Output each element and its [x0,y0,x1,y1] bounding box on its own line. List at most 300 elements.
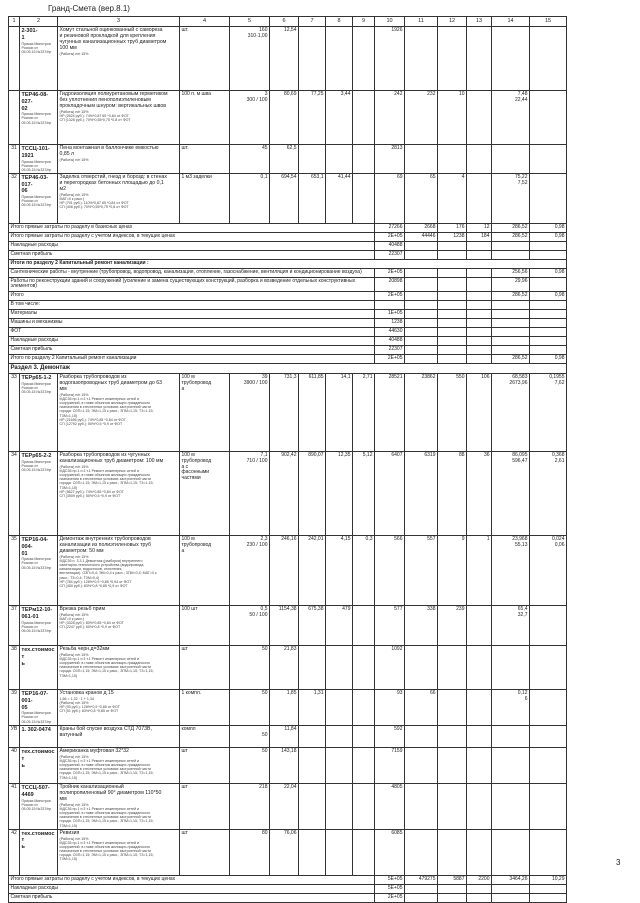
summary-value-c13 [467,355,492,364]
item-value-c12 [438,726,467,748]
item-value-c9 [353,606,375,646]
item-value-c11: 557 [405,536,438,606]
item-value-c7: 653,1 [299,173,326,223]
item-name-cell [58,536,180,606]
column-number: 10 [375,17,405,27]
item-name-notes: (Работы) н/п 15% МДС35 пр.1 п.3 т.1 Ремонт инженерных сетей и сооружений, в главе объектов жилищно-гражданского назначения в стесненных условиях застроенной части города. ОЗП=1,15; ЭМ=1,15 к расх.; ЗПМ=1,15; ТЗ=1,15; ТЗМ=1,15) [59,836,154,862]
summary-label: Машины и механизмы [9,319,375,328]
summary-row [9,241,567,250]
item-value-c12 [438,646,467,690]
item-value-c12 [438,748,467,784]
summary-value-c12: 176 [438,223,467,232]
summary-value-c12: 1238 [438,232,467,241]
item-number: 42 [9,829,20,875]
summary-value-c10: 5E+05 [375,884,405,893]
item-code-cell [20,646,58,690]
summary-value-c12 [438,893,467,902]
item-name-cell [58,27,180,91]
summary-label: Работы по реконструкции зданий и сооружений (усиление и замена существующих конструкций, разборка и возведение отдельных конструктивных элементов) [9,277,375,292]
item-value-c11 [405,726,438,748]
item-name-notes: (Работы) н/п 15% [59,51,89,56]
item-code-cell [20,91,58,145]
item-value-c9: 5,12 [353,452,375,536]
item-code: ТЕРр65-1-2 [21,375,52,382]
summary-value-c14 [492,337,530,346]
column-number-row [9,17,567,27]
item-value-c13 [467,829,492,875]
column-number: 2 [20,17,58,27]
summary-value-c10: 27266 [375,223,405,232]
item-name-cell [58,452,180,536]
item-value-c6: 1154,38 [270,606,299,646]
section2-total-title: Итоги по разделу 2 Капитальный ремонт канализации : [9,259,567,268]
item-quantity: 50 [230,748,270,784]
item-code: ТЕР16-04-004- 01 [21,537,49,557]
item-value-c8 [326,145,353,174]
item-value-c8 [326,829,353,875]
summary-value-c12 [438,310,467,319]
summary-value-c13 [467,337,492,346]
item-value-c10: 1092 [375,646,405,690]
column-number: 4 [180,17,230,27]
item-value-c14: 75,22 7,52 [492,173,530,223]
item-value-c13 [467,690,492,726]
item-value-c14: 68,583 2673,96 [492,374,530,452]
item-code-basis: Приказ Минстроя России от 05.05.15 №337/пр [21,557,52,570]
item-value-c8 [326,646,353,690]
item-quantity: 39 3900 / 100 [230,374,270,452]
item-value-c6: 246,16 [270,536,299,606]
summary-value-c14: 286,52 [492,355,530,364]
summary-value-c13 [467,241,492,250]
item-name-cell [58,748,180,784]
item-code-cell [20,829,58,875]
column-number: 7 [299,17,326,27]
item-value-c13 [467,27,492,91]
item-value-c14: 23,968 55,13 [492,536,530,606]
item-value-c9 [353,27,375,91]
summary-value-c12 [438,355,467,364]
column-number: 13 [467,17,492,27]
item-unit: 100 п. м шва [180,91,230,145]
item-code: тех.стоимост ь [21,647,55,667]
summary-label: Накладные расходы [9,241,375,250]
item-value-c13 [467,606,492,646]
summary-value-c10: 22307 [375,250,405,259]
item-code: ТЕР46-08-027- 02 [21,92,49,112]
summary-value-c15 [530,346,567,355]
item-code-cell [20,145,58,174]
summary-row [9,346,567,355]
item-value-c13 [467,145,492,174]
summary-value-c10: 40488 [375,241,405,250]
item-value-c7 [299,829,326,875]
estimate-item-row [9,536,567,606]
column-number: 9 [353,17,375,27]
item-value-c14 [492,646,530,690]
item-value-c10: 69 [375,173,405,223]
item-value-c7: 77,25 [299,91,326,145]
item-number: 38 [9,646,20,690]
estimate-item-row [9,646,567,690]
summary-label: Итого по разделу 2 Капитальный ремонт канализации [9,355,375,364]
item-name-notes: (Работы) н/п 15% МДС35 пр.1 п.3 т.1 Ремонт инженерных сетей и сооружений, в главе объектов жилищно-гражданского назначения в стесненных условиях застроенной части города. ОЗП=1,15; ЭМ=1,15 к расх.; ЗПМ=1,15; ТЗ=1,15; ТЗМ=1,15) [59,652,154,678]
summary-value-c15: 0,98 [530,292,567,301]
item-name-cell [58,646,180,690]
summary-value-c14 [492,301,530,310]
summary-value-c11 [405,337,438,346]
summary-value-c12 [438,346,467,355]
item-unit: шт [180,748,230,784]
summary-label: Материалы [9,310,375,319]
summary-value-c12 [438,319,467,328]
item-quantity: 50 [230,726,270,748]
page-number: 3 [616,858,621,867]
item-quantity: 50 [230,646,270,690]
summary-value-c12 [438,277,467,292]
summary-value-c11 [405,319,438,328]
item-code-basis: Приказ Минстроя России от 05.05.15 №337/пр [21,112,52,125]
item-code: 2-301- 1 [21,28,38,41]
summary-label: Сметная прибыль [9,250,375,259]
column-number: 8 [326,17,353,27]
item-value-c6: 76,06 [270,829,299,875]
summary-value-c14: 3464,26 [492,875,530,884]
item-code: ТЕРр65-2-2 [21,453,52,460]
item-value-c9 [353,173,375,223]
item-value-c10: 6085 [375,829,405,875]
item-value-c6: 62,5 [270,145,299,174]
item-value-c11: 6319 [405,452,438,536]
item-code-cell [20,173,58,223]
item-value-c15: 0,368 2,61 [530,452,567,536]
item-value-c6: 11,84 [270,726,299,748]
item-value-c14 [492,748,530,784]
estimate-item-row [9,374,567,452]
item-value-c11 [405,145,438,174]
item-code-cell [20,784,58,830]
summary-row [9,337,567,346]
item-code: ТЕР46-03-017- 06 [21,174,49,195]
item-name-cell [58,173,180,223]
summary-value-c11 [405,241,438,250]
item-code-cell [20,536,58,606]
item-value-c8: 14,1 [326,374,353,452]
summary-value-c15: 10,29 [530,875,567,884]
summary-value-c12 [438,884,467,893]
item-value-c6: 902,42 [270,452,299,536]
summary-row [9,875,567,884]
item-quantity: 50 [230,690,270,726]
item-value-c6: 80,69 [270,91,299,145]
item-value-c14 [492,145,530,174]
section2-total-row [9,259,567,268]
summary-row [9,355,567,364]
summary-label: Накладные расходы [9,884,375,893]
item-value-c8 [326,27,353,91]
item-value-c13 [467,91,492,145]
item-quantity: 2,3 230 / 100 [230,536,270,606]
summary-value-c12: 5887 [438,875,467,884]
item-value-c14 [492,784,530,830]
item-name: Пена монтажная в баллончике емкостью 0,85 л [59,145,159,157]
item-value-c6: 21,83 [270,646,299,690]
item-name-cell [58,829,180,875]
summary-value-c13: 2200 [467,875,492,884]
section3-title: Раздел 3. Демонтаж [9,364,567,374]
summary-value-c12 [438,328,467,337]
summary-row [9,223,567,232]
summary-value-c11: 44446 [405,232,438,241]
item-name: Краны бой спуске воздуха СТД 7073В, ватунный [59,726,152,738]
item-value-c14 [492,726,530,748]
item-value-c7 [299,145,326,174]
summary-value-c10: 2E+05 [375,292,405,301]
item-unit: 100 м трубопровод а [180,374,230,452]
item-name: Установка кранов д 15 [59,690,114,697]
summary-value-c12 [438,292,467,301]
summary-value-c11 [405,277,438,292]
column-number: 5 [230,17,270,27]
item-value-c6: 1,85 [270,690,299,726]
summary-row [9,232,567,241]
summary-value-c12 [438,268,467,277]
item-number [9,27,20,91]
summary-value-c13 [467,301,492,310]
summary-row [9,310,567,319]
item-code-basis: Приказ Минстроя России от 05.05.15 №337/пр [21,41,52,54]
item-code-cell [20,374,58,452]
item-value-c13 [467,646,492,690]
item-value-c9 [353,829,375,875]
item-value-c11 [405,27,438,91]
summary-value-c10 [375,301,405,310]
item-code-basis: Приказ Минстроя России от 05.05.15 №337/пр [21,711,52,724]
item-name-cell [58,606,180,646]
item-value-c10: 93 [375,690,405,726]
item-code-cell [20,27,58,91]
item-value-c9 [353,91,375,145]
column-number: 15 [530,17,567,27]
summary-value-c14 [492,310,530,319]
item-value-c8 [326,690,353,726]
summary-value-c14 [492,893,530,902]
estimate-item-row [9,748,567,784]
item-value-c8: 12,35 [326,452,353,536]
summary-value-c15: 0,98 [530,268,567,277]
item-value-c10: 6407 [375,452,405,536]
summary-value-c14: 29,96 [492,277,530,292]
summary-value-c15 [530,893,567,902]
column-number: 11 [405,17,438,27]
summary-row [9,893,567,902]
item-value-c12: 550 [438,374,467,452]
item-unit: 100 м трубопровод а с фасонными частями [180,452,230,536]
item-code-basis: Приказ Минстроя России от 05.05.15 №337/пр [21,798,52,811]
summary-value-c12 [438,301,467,310]
item-value-c6: 22,04 [270,784,299,830]
item-name-cell [58,726,180,748]
item-value-c10: 7159 [375,748,405,784]
item-value-c13: 36 [467,452,492,536]
item-value-c11: 232 [405,91,438,145]
item-code-cell [20,748,58,784]
item-code-cell [20,452,58,536]
summary-value-c13 [467,893,492,902]
summary-value-c13 [467,250,492,259]
item-value-c12 [438,27,467,91]
item-value-c12: 4 [438,173,467,223]
summary-value-c12 [438,241,467,250]
item-value-c14: 0,12 6 [492,690,530,726]
item-value-c15 [530,726,567,748]
item-unit: шт. [180,145,230,174]
item-value-c13: 1 [467,536,492,606]
summary-value-c15 [530,328,567,337]
item-unit: шт [180,784,230,830]
summary-value-c13: 184 [467,232,492,241]
item-value-c7 [299,726,326,748]
column-number: 3 [58,17,180,27]
item-value-c9 [353,690,375,726]
item-value-c6: 143,18 [270,748,299,784]
summary-value-c13 [467,884,492,893]
item-quantity: 80 [230,829,270,875]
item-value-c7: 611,85 [299,374,326,452]
item-value-c9 [353,646,375,690]
summary-value-c11 [405,355,438,364]
item-value-c10: 577 [375,606,405,646]
item-value-c7: 890,07 [299,452,326,536]
item-name-notes: (Работы) н/п 15% МДС35 п. 3.3.1 Демонтаж (разборка) внутреннего санитарно-технического устройства (водопровода, канализации, водостоков, отопления, вентиляции). ОЗП=0,4; ЭМ=0,4 к расх.; ЗПМ=0,4; МАТ=0 к расх.; ТЗ=0,4; ТЗМ=0,4) НР (784 руб.): 128%*0,9 *0,85 *0,94 от ФОТ СП (450 руб.): 83%*0,8 *0,85 *0,9 от ФОТ [59,554,157,588]
summary-label: Итого [9,292,375,301]
item-number: 41 [9,784,20,830]
item-quantity: 45 [230,145,270,174]
section3-row [9,364,567,374]
summary-value-c15: 0,98 [530,232,567,241]
item-value-c6: 12,54 [270,27,299,91]
item-unit: 1 компл. [180,690,230,726]
item-name: Врезка резьб прим [59,606,106,613]
item-value-c6: 694,54 [270,173,299,223]
item-value-c11: 66 [405,690,438,726]
item-name-notes: (Работы) н/п 15% НР (2624 руб.): 74%*0,87 65 *0,84 от ФОТ СП (1326 руб.): 70%*0,55*0,75 *0,8 от ФОТ [59,109,131,123]
item-name: Разборка трубопроводов из чугунных канализационных труб диаметром: 100 мм [59,452,164,464]
item-value-c15: 0,024 0,06 [530,536,567,606]
summary-label: Накладные расходы [9,337,375,346]
item-value-c7 [299,646,326,690]
item-number: 39 [9,690,20,726]
item-quantity: 0,5 50 / 100 [230,606,270,646]
summary-value-c14: 286,52 [492,223,530,232]
item-unit: 100 шт [180,606,230,646]
item-value-c7 [299,27,326,91]
item-value-c15 [530,646,567,690]
item-value-c10: 28521 [375,374,405,452]
item-value-c12: 10 [438,91,467,145]
item-value-c7: 675,38 [299,606,326,646]
item-code: ТЕРм12-10- 061-01 [21,607,53,620]
item-value-c15 [530,27,567,91]
item-value-c14: 7,48 22,44 [492,91,530,145]
item-number: 40 [9,748,20,784]
summary-value-c10: 1238 [375,319,405,328]
item-value-c11 [405,829,438,875]
summary-value-c11 [405,884,438,893]
summary-row [9,292,567,301]
item-value-c14 [492,829,530,875]
summary-label: Сантехнические работы - внутренние (трубопровод, водопровод, канализация, отопление, газоснабжение, вентиляция и кондиционирование воздуха) [9,268,375,277]
item-code: ТССЦ-507- 4469 [21,785,50,798]
item-code-cell [20,726,58,748]
column-number: 12 [438,17,467,27]
summary-row [9,301,567,310]
summary-value-c15 [530,250,567,259]
item-value-c15 [530,690,567,726]
item-value-c8 [326,748,353,784]
item-code: ТЕР16-07-001- 05 [21,691,49,711]
item-value-c12 [438,690,467,726]
item-value-c9 [353,784,375,830]
item-unit: шт [180,646,230,690]
item-value-c8 [326,726,353,748]
item-code: 1. 302-0474 [21,727,51,734]
summary-value-c15 [530,310,567,319]
item-unit: шт [180,829,230,875]
item-value-c15 [530,91,567,145]
summary-value-c14: 286,52 [492,232,530,241]
item-number: 35 [9,536,20,606]
summary-label: Итого прямые затраты по разделу с учетом индексов, в текущих ценах [9,232,375,241]
summary-value-c10: 2E+05 [375,268,405,277]
item-name: Резьба черн.д=32мм [59,646,110,653]
summary-value-c14 [492,884,530,893]
item-name: Гидроизоляция полиуретановым герметиком без уплотнения пенополиэтиленовым прокладочным шнуром: вертикальных швов [59,91,168,109]
summary-value-c13 [467,319,492,328]
estimate-item-row [9,690,567,726]
summary-value-c14 [492,319,530,328]
item-name-notes: (Работы) н/п 15% МАТ=0 к расх.) НР (791 руб.): 110%*0,87 65 *0,84 от ФОТ СП (406 руб.): 70%*0,55*0,75 *0,8 от ФОТ [59,192,129,210]
item-code-basis: Приказ Минстроя России от 05.05.15 №337/пр [21,381,52,395]
item-code-basis: Приказ Минстроя России от 05.05.15 №337/пр [21,620,52,633]
item-value-c12: 239 [438,606,467,646]
item-value-c9 [353,748,375,784]
summary-row [9,884,567,893]
item-value-c7 [299,748,326,784]
summary-label: В том числе: [9,301,375,310]
item-value-c12 [438,784,467,830]
item-name: Тройник канализационный полипропиленовый 90° диаметром 110*50 мм [59,784,162,802]
item-name: Ревизия [59,829,80,836]
item-value-c7: 242,01 [299,536,326,606]
item-value-c12: 88 [438,452,467,536]
item-value-c8: 41,44 [326,173,353,223]
item-value-c13 [467,173,492,223]
summary-value-c15 [530,241,567,250]
item-value-c10: 242 [375,91,405,145]
item-value-c13 [467,748,492,784]
item-value-c15 [530,784,567,830]
item-unit: компл [180,726,230,748]
item-value-c9: 0,3 [353,536,375,606]
item-number [9,91,20,145]
summary-label: Сметная прибыль [9,893,375,902]
item-value-c10: 4805 [375,784,405,830]
item-name: Разборка трубопроводов из водогазопроводных труб диаметром до 63 мм [59,374,163,392]
estimate-table-body [9,17,567,903]
estimate-item-row [9,829,567,875]
item-name-cell [58,374,180,452]
